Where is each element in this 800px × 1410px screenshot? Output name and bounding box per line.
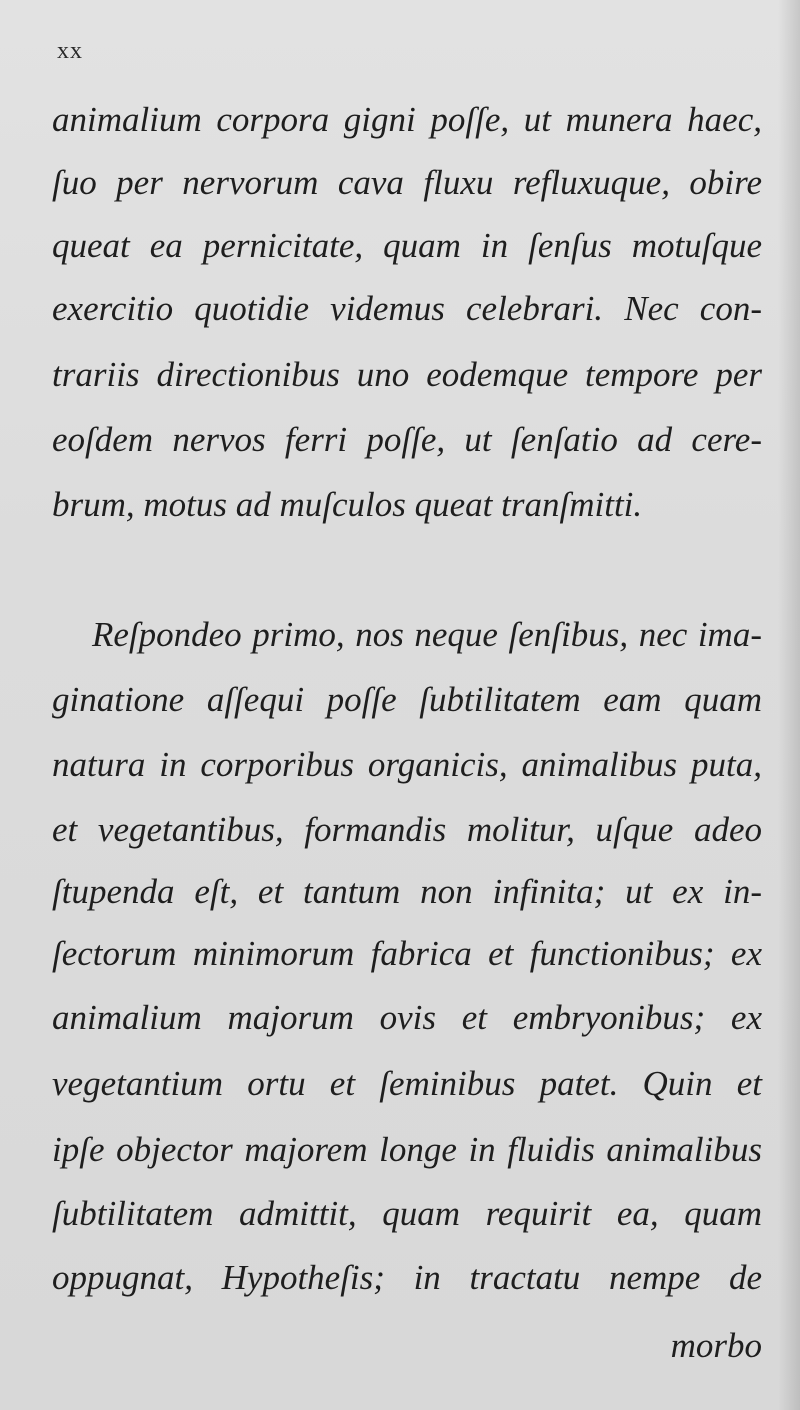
text-line: queat ea pernicitate, quam in ſenſus motuſque — [52, 226, 762, 265]
text-line: animalium majorum ovis et embryonibus; ex — [52, 998, 762, 1037]
text-line: trariis directionibus uno eodemque tempore per — [52, 355, 762, 394]
catchword: morbo — [670, 1326, 762, 1365]
text-line: animalium corpora gigni poſſe, ut munera haec, — [52, 100, 762, 139]
text-line: brum, motus ad muſculos queat tranſmitti. — [52, 485, 643, 524]
text-line: et vegetantibus, formandis molitur, uſque adeo — [52, 810, 762, 849]
text-line: eoſdem nervos ferri poſſe, ut ſenſatio ad cere- — [52, 420, 762, 459]
text-line: ipſe objector majorem longe in fluidis animalibus — [52, 1130, 762, 1169]
text-line: vegetantium ortu et ſeminibus patet. Quin et — [52, 1064, 762, 1103]
text-line: ſectorum minimorum fabrica et functionibus; ex — [52, 934, 762, 973]
text-line: ginatione aſſequi poſſe ſubtilitatem eam quam — [52, 680, 762, 719]
text-line: ſuo per nervorum cava fluxu refluxuque, obire — [52, 163, 762, 202]
text-line: natura in corporibus organicis, animalibus puta, — [52, 745, 762, 784]
text-line: ſtupenda eſt, et tantum non infinita; ut ex in- — [52, 872, 762, 911]
binding-shadow — [778, 0, 800, 1410]
text-line: oppugnat, Hypotheſis; in tractatu nempe de — [52, 1258, 762, 1297]
text-line: ſubtilitatem admittit, quam requirit ea, quam — [52, 1194, 762, 1233]
page-number: xx — [57, 38, 83, 64]
text-line: Reſpondeo primo, nos neque ſenſibus, nec ima- — [92, 615, 762, 654]
text-line: exercitio quotidie videmus celebrari. Nec con- — [52, 289, 762, 328]
